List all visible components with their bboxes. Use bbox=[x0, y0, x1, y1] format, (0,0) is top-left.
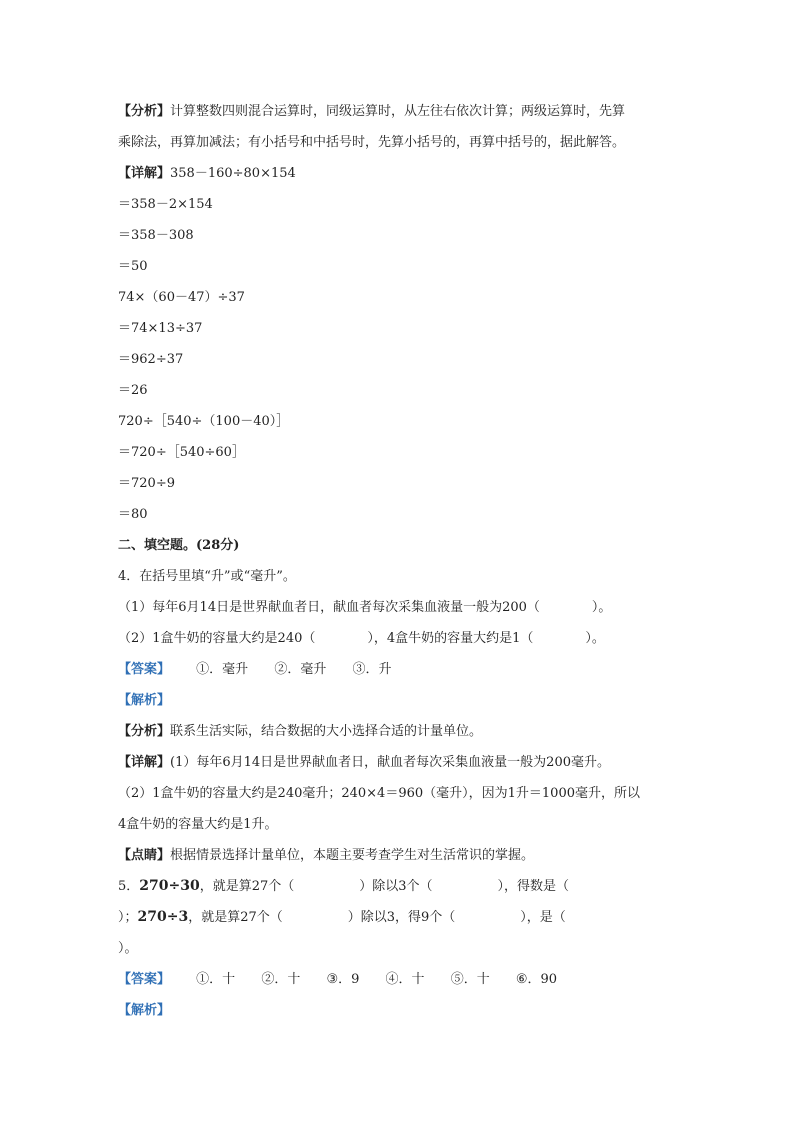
division-expression: 270÷3 bbox=[137, 909, 189, 925]
question-4-part-1: （1）每年6月14日是世界献血者日，献血者每次采集血液量一般为200（ ）。 bbox=[118, 600, 612, 615]
answer-item: ②．十 bbox=[261, 972, 301, 987]
remark-line bbox=[118, 840, 678, 871]
answer-line bbox=[118, 964, 678, 995]
analysis-text: 联系生活实际，结合数据的大小选择合适的计量单位。 bbox=[170, 724, 483, 739]
answer-item: ⑤．十 bbox=[450, 972, 490, 987]
answer-item: ③．9 bbox=[326, 972, 360, 987]
explanation-tag: 【解析】 bbox=[118, 693, 171, 708]
analysis-tag: 【分析】 bbox=[118, 724, 171, 739]
calc-step: ＝720÷9 bbox=[118, 476, 175, 491]
calc-expression: 74×（60－47）÷37 bbox=[118, 290, 245, 305]
answer-item: ①．十 bbox=[196, 972, 236, 987]
calc-step: ＝962÷37 bbox=[118, 352, 184, 367]
remark-text: 根据情景选择计量单位，本题主要考查学生对生活常识的掌握。 bbox=[170, 848, 535, 863]
answer-item: ④．十 bbox=[385, 972, 425, 987]
detail-text: 358－160÷80×154 bbox=[170, 166, 296, 181]
question-number: 5． bbox=[118, 879, 140, 894]
question-4: 4．在括号里填“升”或“毫升”。 bbox=[118, 569, 296, 584]
calc-step: ＝720÷［540÷60］ bbox=[118, 445, 245, 460]
analysis-line bbox=[118, 96, 678, 127]
calc-step: ＝50 bbox=[118, 259, 148, 274]
explanation-tag: 【解析】 bbox=[118, 1003, 171, 1018]
section-heading: 二、填空题。(28分) bbox=[118, 538, 240, 553]
document-page bbox=[118, 96, 678, 1026]
question-5 bbox=[118, 871, 678, 902]
detail-tag: 【详解】 bbox=[118, 755, 171, 770]
calc-expression: 720÷［540÷（100－40）］ bbox=[118, 414, 290, 429]
question-text: ）； bbox=[118, 910, 138, 925]
detail-line bbox=[118, 747, 678, 778]
calc-step: ＝74×13÷37 bbox=[118, 321, 203, 336]
detail-tag: 【详解】 bbox=[118, 166, 171, 181]
detail-text: (1）每年6月14日是世界献血者日，献血者每次采集血液量一般为200毫升。 bbox=[170, 755, 610, 770]
answer-tag: 【答案】 bbox=[118, 972, 171, 987]
answer-item: ①．毫升 bbox=[196, 662, 249, 677]
question-4-part-2: （2）1盒牛奶的容量大约是240（ ），4盒牛奶的容量大约是1（ ）。 bbox=[118, 631, 605, 646]
question-text: ，就是算27个（ ）除以3个（ ），得数是（ bbox=[199, 879, 570, 894]
analysis-line bbox=[118, 716, 678, 747]
analysis-text: 计算整数四则混合运算时，同级运算时，从左往右依次计算；两级运算时，先算 bbox=[170, 104, 626, 119]
calc-step: ＝26 bbox=[118, 383, 148, 398]
calc-step: ＝358－2×154 bbox=[118, 197, 213, 212]
answer-item: ②．毫升 bbox=[274, 662, 327, 677]
remark-tag: 【点睛】 bbox=[118, 848, 171, 863]
division-expression: 270÷30 bbox=[139, 878, 200, 894]
detail-line-cont: 4盒牛奶的容量大约是1升。 bbox=[118, 817, 278, 832]
answer-item: ⑥．90 bbox=[515, 972, 558, 987]
calc-step: ＝358－308 bbox=[118, 228, 194, 243]
answer-tag: 【答案】 bbox=[118, 662, 171, 677]
detail-line-cont: （2）1盒牛奶的容量大约是240毫升；240×4＝960（毫升），因为1升＝1000毫升，所以 bbox=[118, 786, 640, 801]
detail-line bbox=[118, 158, 678, 189]
answer-item: ③．升 bbox=[352, 662, 392, 677]
analysis-tag: 【分析】 bbox=[118, 104, 171, 119]
calc-step: ＝80 bbox=[118, 507, 148, 522]
question-5-end: ）。 bbox=[118, 941, 138, 956]
answer-line bbox=[118, 654, 678, 685]
analysis-line-cont: 乘除法，再算加减法；有小括号和中括号时，先算小括号的，再算中括号的，据此解答。 bbox=[118, 135, 626, 150]
question-5-cont bbox=[118, 902, 678, 933]
question-text: ，就是算27个（ ）除以3，得9个（ ），是（ bbox=[188, 910, 566, 925]
